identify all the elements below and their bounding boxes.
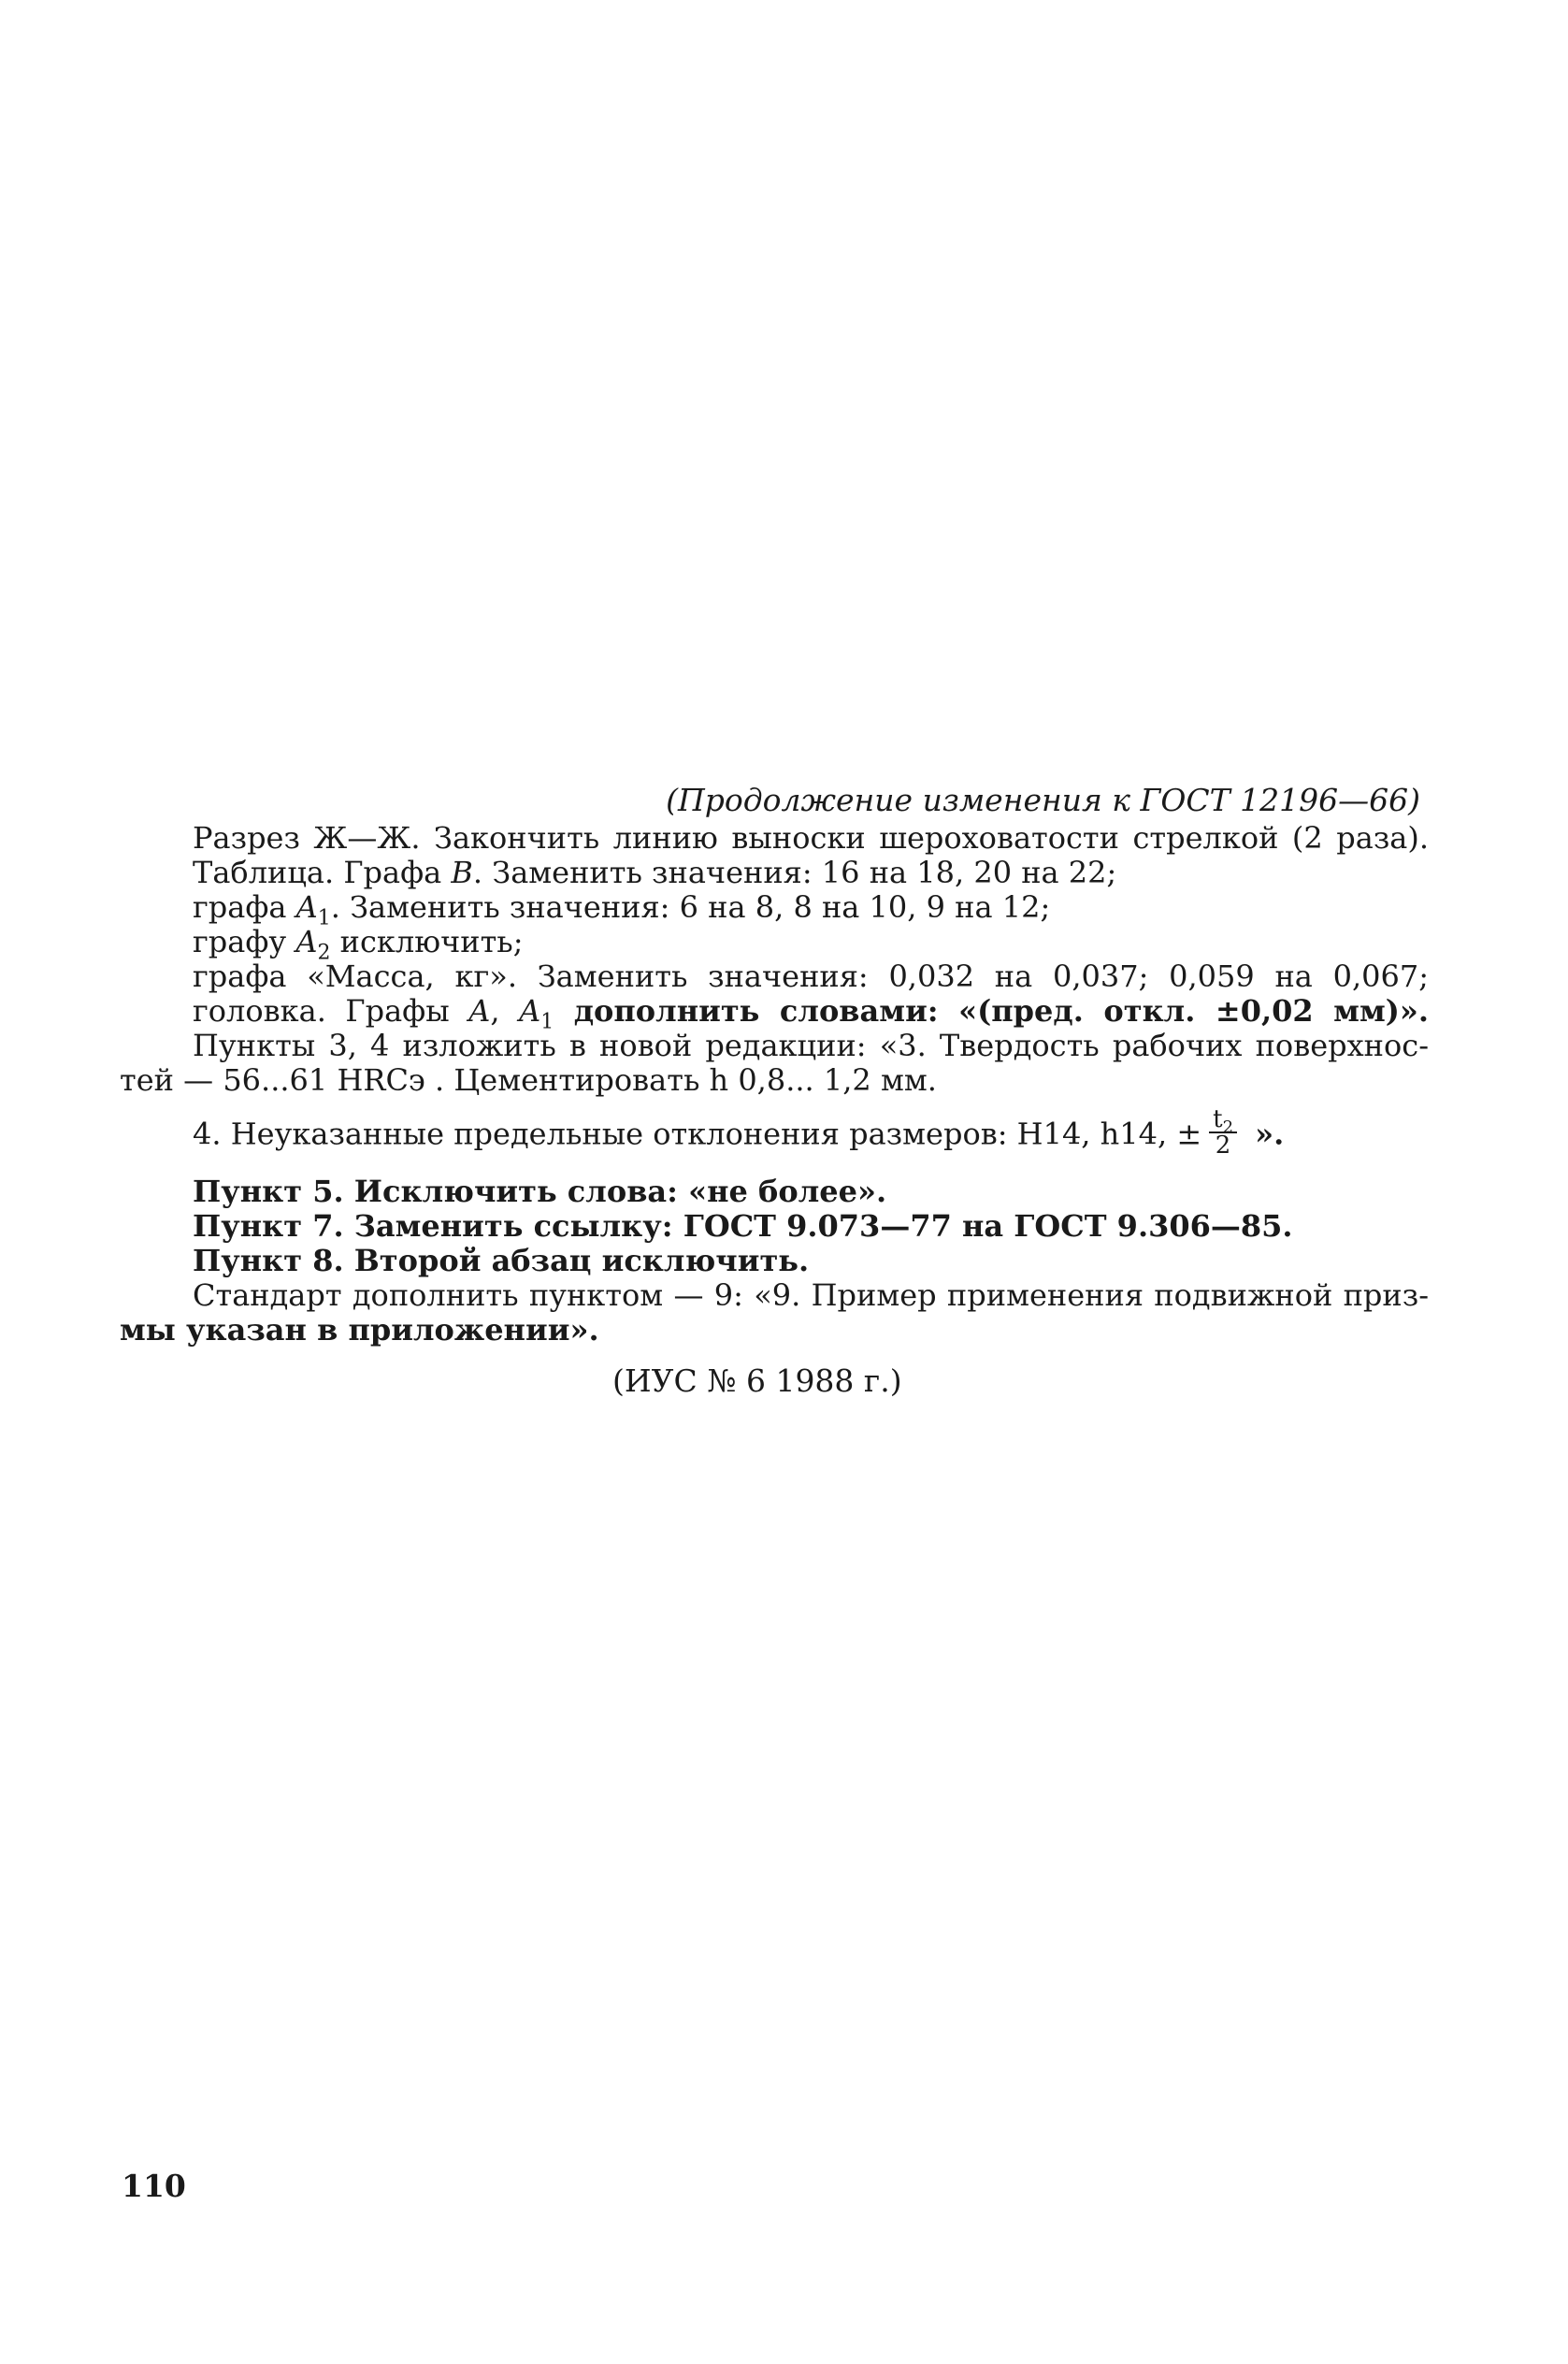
text-line-5: графа «Масса, кг». Заменить значения: 0,032 на 0,037; 0,059 на 0,067; [193,959,1429,994]
text-fragment: дополнить словами: «(пред. откл. ±0,02 мм)». [554,993,1430,1029]
text-line-14: мы указан в приложении». [120,1312,599,1348]
amendment-text [120,821,1429,1348]
column-symbol: A [295,889,318,925]
fraction-denominator: 2 [1215,1132,1231,1160]
text-line-7: Пункты 3, 4 изложить в новой редакции: «3. Твердость рабочих поверхнос- [193,1028,1429,1063]
fraction-numerator [1209,1105,1237,1138]
text-line-9 [120,1105,1429,1161]
text-line-6 [120,993,1430,1034]
text-fragment: головка. Графы [193,993,469,1029]
text-line-13: Стандарт дополнить пунктом — 9: «9. Пример применения подвижной приз- [193,1277,1429,1313]
continuation-header: (Продолжение изменения к ГОСТ 12196—66) [666,782,1420,818]
text-line-2 [120,856,1429,890]
text-fragment: 4. Неуказанные предельные отклонения размеров: H14, h14, ± [193,1116,1202,1152]
subscript: 2 [317,941,331,965]
text-fragment: Таблица. Графа [193,855,452,890]
text-fragment: исключить; [330,924,524,959]
text-line-12: Пункт 8. Второй абзац исключить. [193,1243,810,1278]
column-symbol: A [295,924,318,959]
fraction [1209,1107,1237,1158]
page-number: 110 [122,2168,186,2204]
column-symbol: A [468,993,491,1029]
text-fragment: . Заменить значения: 6 на 8, 8 на 10, 9 на 12; [330,889,1051,925]
text-fragment: графа [193,889,296,925]
numerator-subscript: 2 [1222,1117,1234,1138]
text-line-1: Разрез Ж—Ж. Закончить линию выноски шероховатости стрелкой (2 раза). [193,820,1429,856]
subscript: 1 [317,906,331,930]
text-fragment: графу [193,924,296,959]
numerator-symbol: t [1213,1105,1223,1133]
column-symbol: A [519,993,541,1029]
text-fragment: , [490,993,520,1029]
text-line-8: тей — 56...61 HRCэ . Цементировать h 0,8... 1,2 мм. [120,1062,937,1098]
text-fragment: ». [1244,1116,1285,1152]
ius-reference: (ИУС № 6 1988 г.) [612,1362,902,1399]
subscript: 1 [540,1010,554,1034]
text-line-3 [120,889,1429,930]
text-line-11: Пункт 7. Заменить ссылку: ГОСТ 9.073—77 на ГОСТ 9.306—85. [193,1208,1293,1244]
text-line-4 [120,924,1429,965]
text-fragment: . Заменить значения: 16 на 18, 20 на 22; [472,855,1117,890]
column-symbol: B [451,855,473,890]
text-line-10: Пункт 5. Исключить слова: «не более». [193,1174,887,1209]
